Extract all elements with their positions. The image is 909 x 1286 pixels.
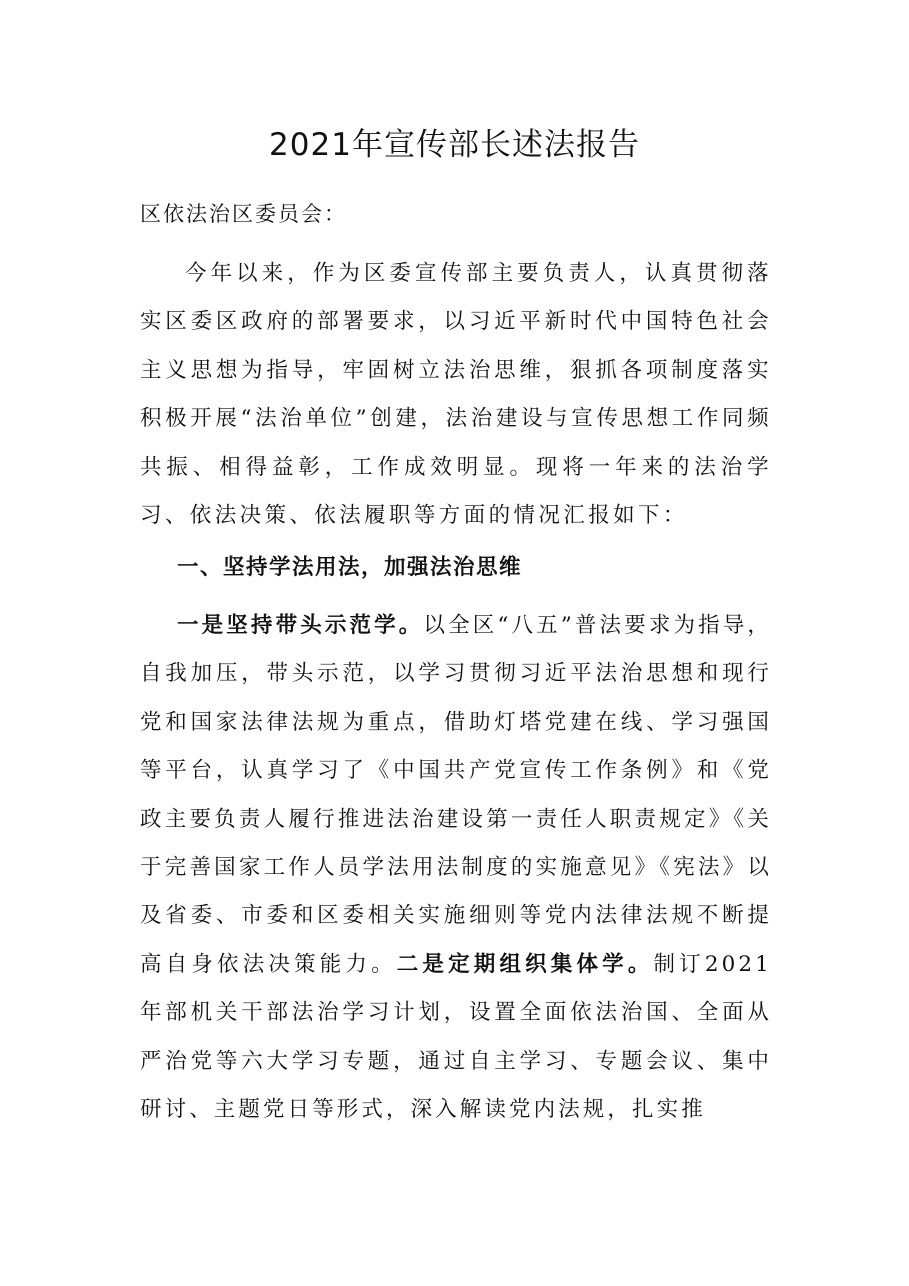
body-text-1: 以全区“八五”普法要求为指导，自我加压，带头示范，以学习贯彻习近平法治思想和现行党和国家法律法规为重点，借助灯塔党建在线、学习强国等平台，认真学习了《中国共产党宣传工作条例》和《党政主要负责人履行推进法治建设第一责任人职责规定》《关于完善国家工作人员学法用法制度的实施意见》《宪法》以及省委、市委和区委相关实施细则等党内法律法规不断提高自身依法决策能力。 bbox=[140, 613, 772, 977]
section-heading: 一、坚持学法用法，加强法治思维 bbox=[177, 555, 523, 580]
document-title: 2021年宣传部长述法报告 bbox=[269, 127, 640, 163]
lead-phrase-1: 一是坚持带头示范学。 bbox=[177, 613, 424, 638]
section-body-paragraph bbox=[140, 602, 772, 1134]
body-text-2: 制订2021年部机关干部法治学习计划，设置全面依法治国、全面从严治党等六大学习专题，通过自主学习、专题会议、集中研讨、主题党日等形式，深入解读党内法规，扎实推 bbox=[140, 951, 772, 1123]
addressee-line: 区依法治区委员会： bbox=[140, 202, 347, 226]
intro-paragraph: 今年以来，作为区委宣传部主要负责人，认真贯彻落实区委区政府的部署要求，以习近平新时代中国特色社会主义思想为指导，牢固树立法治思维，狠抓各项制度落实积极开展“法治单位”创建，法治建设与宣传思想工作同频共振、相得益彰，工作成效明显。现将一年来的法治学习、依法决策、依法履职等方面的情况汇报如下： bbox=[140, 261, 772, 529]
lead-phrase-2: 二是定期组织集体学。 bbox=[396, 951, 654, 977]
